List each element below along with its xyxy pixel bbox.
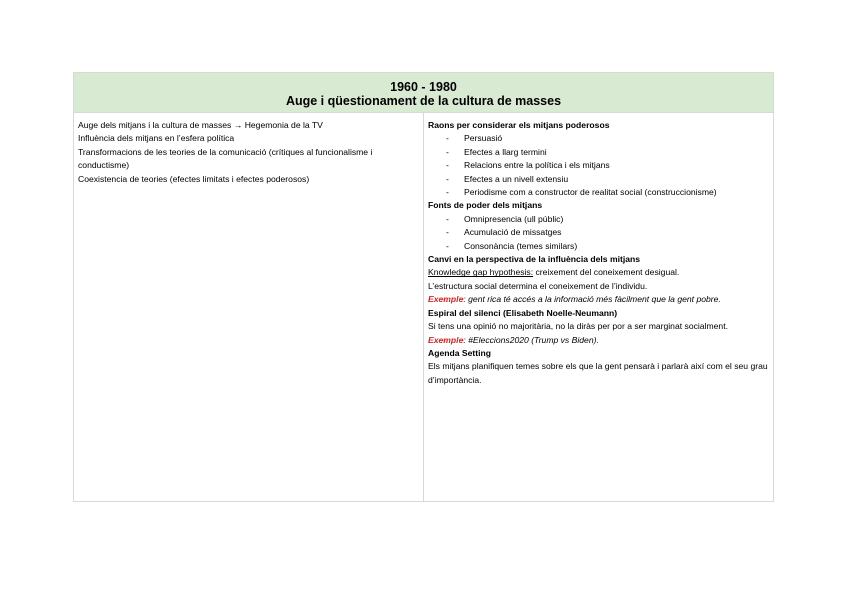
header-title: Auge i qüestionament de la cultura de masses (285, 94, 562, 108)
knowledge-gap-term: Knowledge gap hypothesis: (428, 267, 534, 278)
list-item: - Relacions entre la política i els mitjans (446, 159, 769, 172)
content-table (73, 72, 774, 502)
left-line: Influència dels mitjans en l’esfera política (78, 133, 235, 144)
canvi-term-line (428, 266, 769, 279)
right-column (424, 113, 773, 501)
left-line: Transformacions de les teories de la comunicació (crítiques al funcionalisme i conductisme) (78, 146, 373, 171)
canvi-line2: L’estructura social determina el coneixement de l’individu. (428, 280, 648, 291)
example-label: Exemple (428, 334, 464, 345)
left-line: Coexistencia de teories (efectes limitats i efectes poderosos) (78, 173, 310, 184)
example-label: Exemple (428, 294, 464, 305)
list-item: - Consonància (temes similars) (446, 240, 769, 253)
espiral-example (428, 334, 769, 347)
fonts-list (428, 213, 769, 253)
list-item: - Persuasió (446, 132, 769, 145)
list-item: - Acumulació de missatges (446, 226, 769, 239)
table-body (74, 113, 773, 501)
left-line: Auge dels mitjans i la cultura de masses → Hegemonia de la TV (78, 120, 323, 130)
list-item: - Omnipresencia (ull públic) (446, 213, 769, 226)
table-header (74, 73, 773, 113)
knowledge-gap-text: creixement del coneixement desigual. (533, 267, 680, 278)
espiral-heading: Espiral del silenci (Elisabeth Noelle-Neumann) (428, 307, 618, 318)
example-text: : #Eleccions2020 (Trump vs Biden). (463, 334, 599, 345)
canvi-example (428, 293, 769, 306)
raons-heading: Raons per considerar els mitjans poderosos (428, 120, 610, 130)
list-item: - Efectes a un nivell extensiu (446, 173, 769, 186)
fonts-heading: Fonts de poder dels mitjans (428, 200, 543, 211)
raons-list (428, 132, 769, 199)
list-item: - Efectes a llarg termini (446, 146, 769, 159)
example-text: : gent rica té accés a la informació més fàcilment que la gent pobre. (463, 294, 721, 305)
agenda-text: Els mitjans planifiquen temes sobre els que la gent pensarà i parlarà així com el seu grau d’importància. (428, 361, 768, 385)
left-column (74, 113, 424, 501)
header-years: 1960 - 1980 (390, 80, 457, 94)
agenda-heading: Agenda Setting (428, 347, 492, 358)
espiral-text: Si tens una opinió no majoritària, no la diràs per por a ser marginat socialment. (428, 321, 728, 332)
canvi-heading: Canvi en la perspectiva de la influència dels mitjans (428, 254, 641, 265)
list-item: - Periodisme com a constructor de realitat social (construccionisme) (446, 186, 769, 199)
